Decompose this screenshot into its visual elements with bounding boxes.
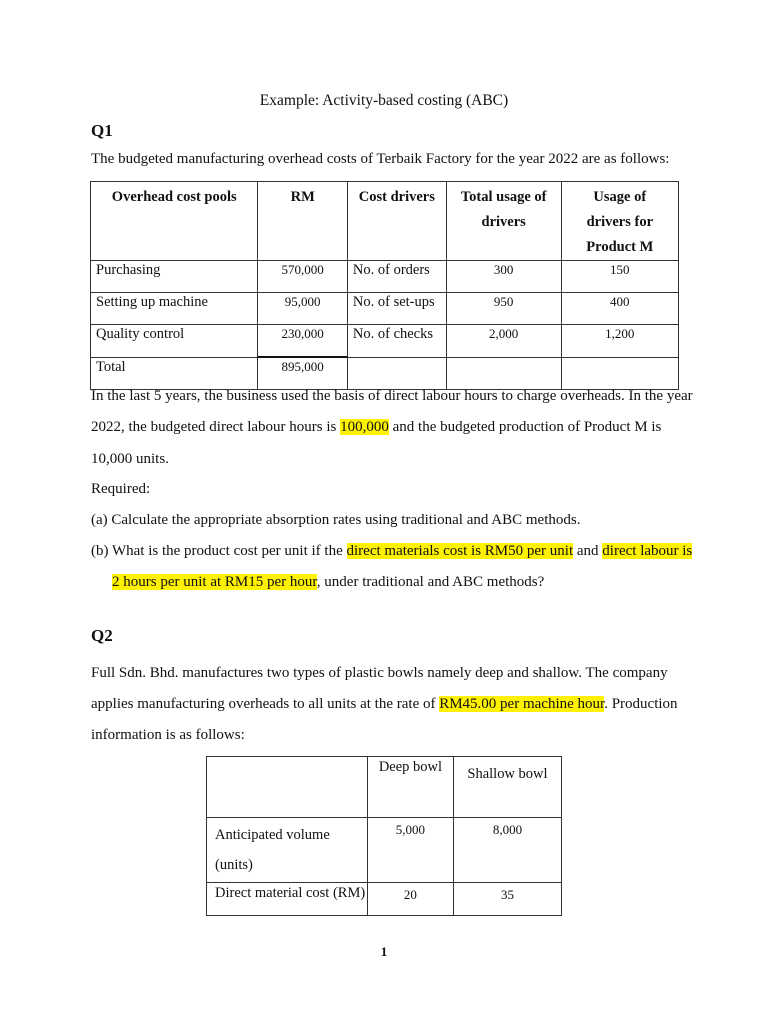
q1-part-b-line-2: [112, 567, 712, 597]
bowl-production-table: [206, 756, 562, 916]
q1-heading: Q1: [91, 121, 113, 140]
highlight-labour-b: 2 hours per unit at RM15 per hour: [112, 574, 317, 590]
cell-deep: 5,000: [367, 818, 453, 883]
col-header-deep-bowl: Deep bowl: [367, 757, 453, 818]
q2-line-2: [91, 689, 691, 719]
q1-intro: The budgeted manufacturing overhead costs of Terbaik Factory for the year 2022 are as follows:: [91, 151, 670, 167]
q2-line-2b: . Production: [604, 696, 678, 712]
cell-usage-m: 400: [561, 293, 678, 325]
cell-rm: 95,000: [258, 293, 347, 325]
col-header-blank: [207, 757, 368, 818]
table-header-row: [91, 182, 679, 261]
cell-shallow: 35: [453, 883, 561, 916]
highlight-material-cost: direct materials cost is RM50 per unit: [346, 543, 574, 559]
cell-rm: 230,000: [258, 325, 347, 358]
q1-para-line-2b: and the budgeted production of Product M is: [388, 419, 662, 435]
table-header-row: [207, 757, 562, 818]
table-row: [207, 818, 562, 883]
page-number: 1: [380, 944, 388, 959]
cell-pool: Purchasing: [91, 261, 258, 293]
table-row: [91, 293, 679, 325]
cell-driver: No. of orders: [347, 261, 446, 293]
overhead-cost-table: [90, 181, 679, 390]
q2-line-1: Full Sdn. Bhd. manufactures two types of plastic bowls namely deep and shallow. The company: [91, 665, 668, 681]
cell-rm: 570,000: [258, 261, 347, 293]
cell-label: Direct material cost (RM): [207, 883, 368, 916]
q1-part-b-line-1: [91, 536, 691, 566]
table-row: [207, 883, 562, 916]
q1-part-b-a: (b) What is the product cost per unit if the: [91, 543, 347, 559]
cell-total-usage: 2,000: [446, 325, 561, 358]
cell-driver: No. of checks: [347, 325, 446, 358]
highlight-labour-hours: 100,000: [340, 419, 389, 435]
q1-part-b-c: , under traditional and ABC methods?: [316, 574, 545, 590]
cell-shallow: 8,000: [453, 818, 561, 883]
cell-rm-total: 895,000: [258, 357, 347, 390]
col-header-rm: RM: [258, 182, 347, 261]
q2-heading: Q2: [91, 626, 113, 645]
cell-pool: Total: [91, 357, 258, 390]
table-row: [91, 261, 679, 293]
cell-pool: Setting up machine: [91, 293, 258, 325]
q1-part-b-b: and: [573, 543, 603, 559]
cell-total-usage: 950: [446, 293, 561, 325]
cell-driver: No. of set-ups: [347, 293, 446, 325]
col-header-usage-product-m: Usage of drivers for Product M: [561, 182, 678, 261]
highlight-overhead-rate: RM45.00 per machine hour: [439, 696, 605, 712]
q1-part-a: (a) Calculate the appropriate absorption rates using traditional and ABC methods.: [91, 512, 581, 528]
cell-pool: Quality control: [91, 325, 258, 358]
cell-label: Anticipated volume (units): [207, 818, 368, 883]
q1-para-line-2: [91, 412, 691, 442]
col-header-cost-pools: Overhead cost pools: [91, 182, 258, 261]
col-header-shallow-bowl: Shallow bowl: [453, 757, 561, 818]
highlight-labour-a: direct labour is: [602, 543, 693, 559]
q1-para-line-3: 10,000 units.: [91, 451, 169, 467]
q2-line-3: information is as follows:: [91, 727, 245, 743]
table-row: [91, 325, 679, 358]
q1-required: Required:: [91, 481, 151, 497]
col-header-cost-drivers: Cost drivers: [347, 182, 446, 261]
cell-deep: 20: [367, 883, 453, 916]
cell-total-usage: 300: [446, 261, 561, 293]
col-header-total-usage: Total usage of drivers: [446, 182, 561, 261]
cell-usage-m: 150: [561, 261, 678, 293]
cell-usage-m: 1,200: [561, 325, 678, 358]
q2-line-2a: applies manufacturing overheads to all units at the rate of: [91, 696, 440, 712]
document-title: Example: Activity-based costing (ABC): [259, 92, 509, 109]
q1-para-line-1: In the last 5 years, the business used the basis of direct labour hours to charge overheads. In the year: [91, 388, 693, 404]
q1-para-line-2a: 2022, the budgeted direct labour hours is: [91, 419, 341, 435]
